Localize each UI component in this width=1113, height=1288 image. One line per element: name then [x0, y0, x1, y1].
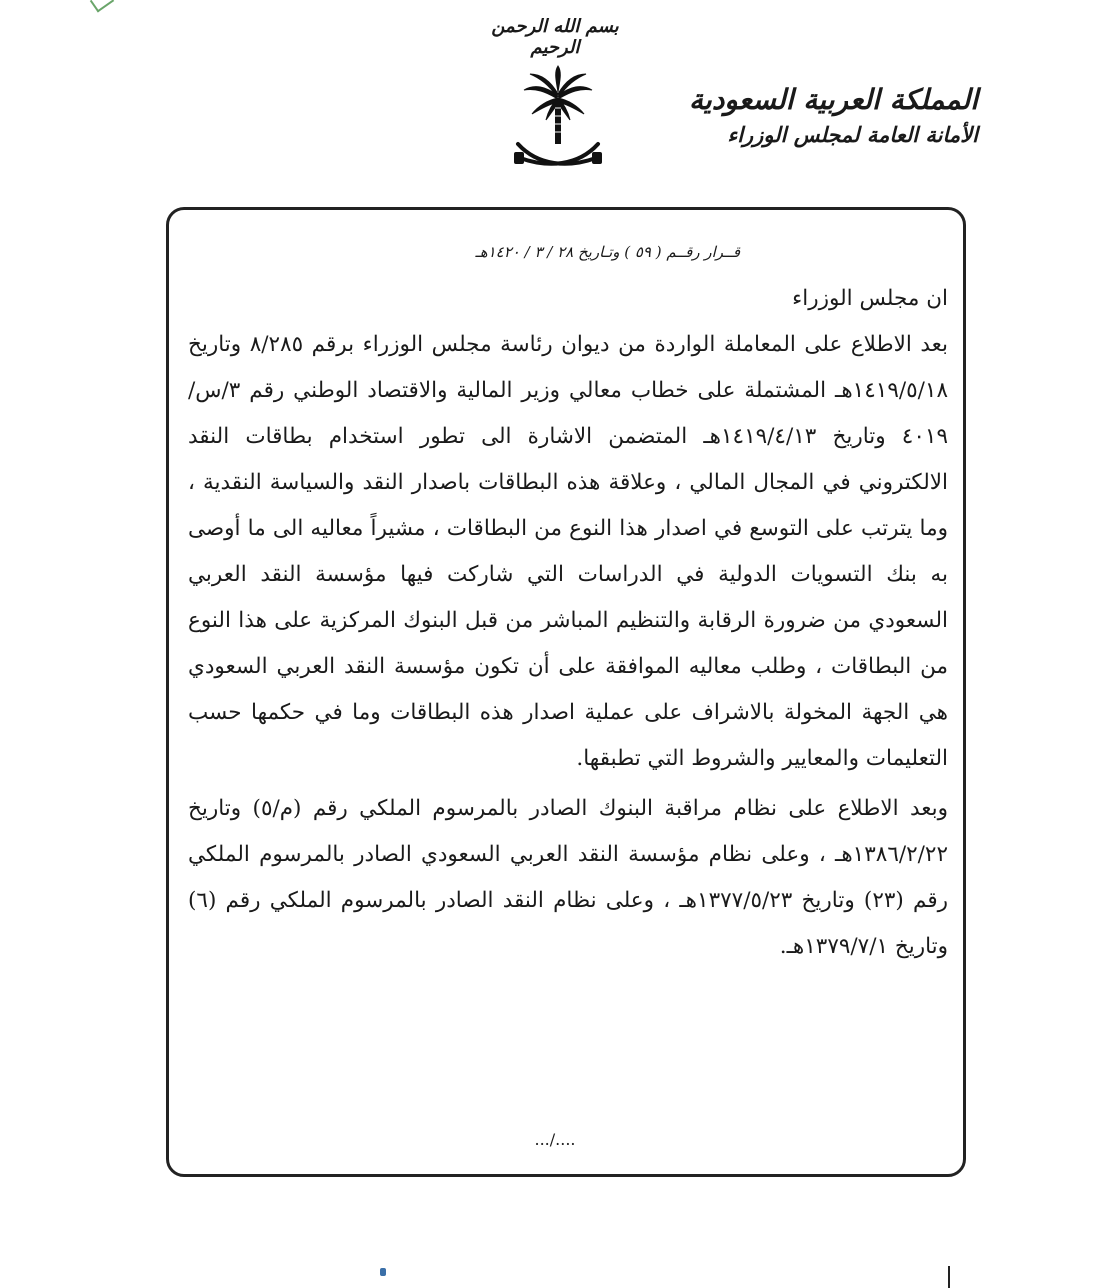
page-continuation-mark: ..../...: [534, 1130, 576, 1149]
saudi-emblem-icon: [508, 62, 608, 182]
opening-line: ان مجلس الوزراء: [792, 286, 948, 311]
paragraph-1: بعد الاطلاع على المعاملة الواردة من ديوان رئاسة مجلس الوزراء برقم ٨/٢٨٥ وتاريخ ١٤١٩/٥/١٨هـ المشتملة على خطاب معالي وزير المالية والاقتصاد الوطني رقم ٣/س/٤٠١٩ وتاريخ ١٤١٩/٤/١٣هـ المتضمن الاشارة الى تطور استخدام بطاقات النقد الالكتروني في المجال المالي ، وعلاقة هذه البطاقات باصدار النقد والسياسة النقدية ، وما يترتب على التوسع في اصدار هذا النوع من البطاقات ، مشيراً معاليه الى ما أوصى به بنك التسويات الدولية في الدراسات التي شاركت فيها مؤسسة النقد العربي السعودي من ضرورة الرقابة والتنظيم المباشر من قبل البنوك المركزية على هذا النوع من البطاقات ، وطلب معاليه الموافقة على أن تكون مؤسسة النقد العربي السعودي هي الجهة المخولة بالاشراف على عملية اصدار هذه البطاقات وما في حكمها حسب التعليمات والمعايير والشروط التي تطبقها.: [188, 332, 949, 771]
basmala: بسم الله الرحمن الرحيم: [491, 16, 619, 58]
decision-number-date: قــرار رقــم ( ٥٩ ) وتـاريخ ٢٨ / ٣ / ١٤٢٠هـ: [475, 243, 740, 261]
letterhead: [689, 80, 978, 150]
kingdom-name: المملكة العربية السعودية: [689, 83, 978, 116]
edge-mark: [948, 1266, 950, 1288]
secretariat-name: الأمانة العامة لمجلس الوزراء: [727, 122, 978, 147]
corner-mark: [90, 0, 114, 12]
document-body: [188, 276, 948, 970]
scan-mark: [380, 1268, 386, 1276]
paragraph-2: وبعد الاطلاع على نظام مراقبة البنوك الصادر بالمرسوم الملكي رقم (م/٥) وتاريخ ١٣٨٦/٢/٢٢هـ ، وعلى نظام مؤسسة النقد العربي السعودي الصادر بالمرسوم الملكي رقم (٢٣) وتاريخ ١٣٧٧/٥/٢٣هـ ، وعلى نظام النقد الصادر بالمرسوم الملكي رقم (٦) وتاريخ ١٣٧٩/٧/١هـ.: [188, 796, 948, 959]
